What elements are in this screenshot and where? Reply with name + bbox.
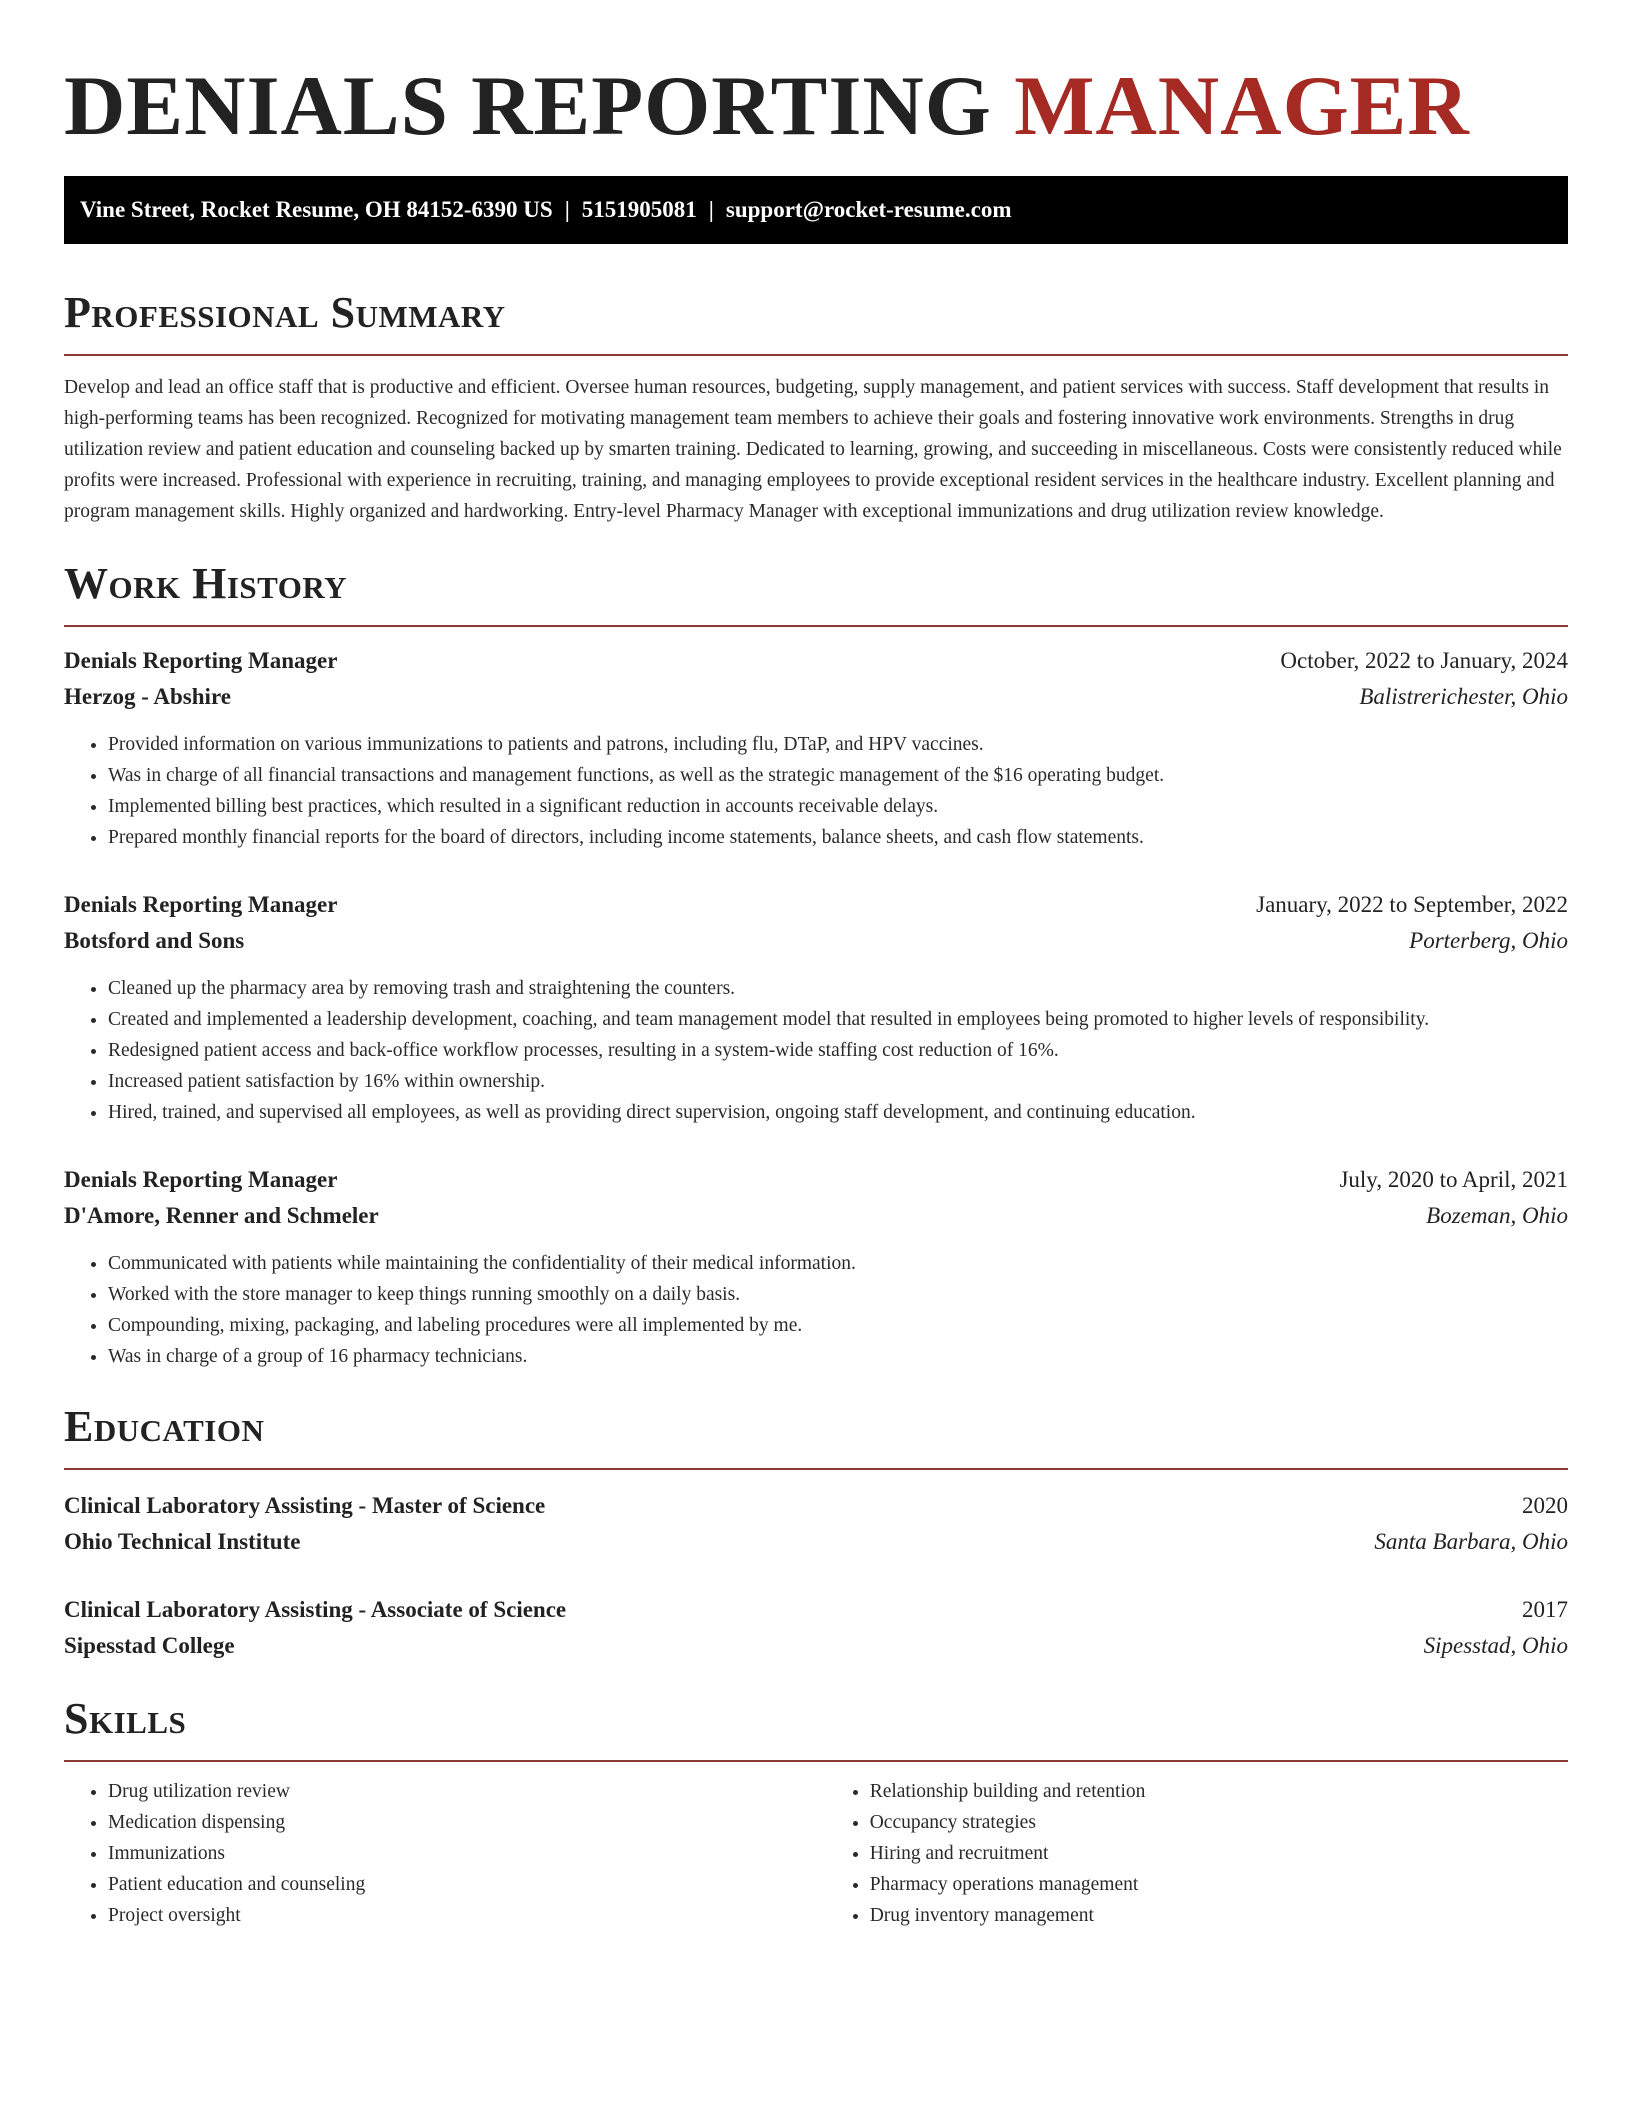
job-role: Denials Reporting Manager (64, 648, 338, 673)
education-header (64, 1488, 1568, 1524)
education-entry (64, 1488, 1568, 1560)
education-year: 2020 (1522, 1493, 1568, 1518)
list-item: • Compounding, mixing, packaging, and labeling procedures were all implemented by me. (108, 1310, 1568, 1341)
skills-column-left (64, 1776, 826, 1931)
job-company: D'Amore, Renner and Schmeler (64, 1203, 379, 1228)
list-item: • Relationship building and retention (870, 1776, 1568, 1807)
list-item: • Implemented billing best practices, which resulted in a significant reduction in accounts receivable delays. (108, 791, 1568, 822)
list-item: • Medication dispensing (108, 1807, 826, 1838)
list-item: • Redesigned patient access and back-office workflow processes, resulting in a system-wide staffing cost reduction of 16%. (108, 1035, 1568, 1066)
education-location: Sipesstad, Ohio (1423, 1633, 1568, 1658)
education-year: 2017 (1522, 1597, 1568, 1622)
job-location: Bozeman, Ohio (1426, 1203, 1568, 1228)
job-dates: January, 2022 to September, 2022 (1256, 892, 1568, 917)
list-item: • Created and implemented a leadership development, coaching, and team management model that resulted in employees being promoted to higher levels of responsibility. (108, 1004, 1568, 1035)
job-dates: July, 2020 to April, 2021 (1339, 1167, 1568, 1192)
job-role: Denials Reporting Manager (64, 1167, 338, 1192)
contact-address: Vine Street, Rocket Resume, OH 84152-6390 US (80, 197, 553, 222)
skills-column-right (826, 1776, 1568, 1931)
list-item: • Increased patient satisfaction by 16% within ownership. (108, 1066, 1568, 1097)
section-title-summary: Professional Summary (64, 288, 506, 337)
job-header (64, 1162, 1568, 1198)
job-bullets (64, 1248, 1568, 1372)
list-item: • Drug inventory management (870, 1900, 1568, 1931)
candidate-name (64, 56, 1568, 156)
job-header (64, 887, 1568, 923)
education-subheader (64, 1524, 1568, 1560)
job-subheader (64, 923, 1568, 959)
education-degree: Clinical Laboratory Assisting - Associate of Science (64, 1597, 567, 1622)
job-bullets (64, 729, 1568, 853)
education-subheader (64, 1628, 1568, 1664)
contact-separator: | (708, 197, 714, 222)
list-item: • Patient education and counseling (108, 1869, 826, 1900)
skills-list (64, 1776, 1568, 1931)
list-item: • Hired, trained, and supervised all employees, as well as providing direct supervision, ongoing staff development, and continuing education. (108, 1097, 1568, 1128)
name-accent: MANAGER (1014, 59, 1470, 153)
job-dates: October, 2022 to January, 2024 (1280, 648, 1568, 673)
job-entry (64, 643, 1568, 853)
job-bullets (64, 973, 1568, 1128)
list-item: • Was in charge of a group of 16 pharmacy technicians. (108, 1341, 1568, 1372)
section-title-skills: Skills (64, 1694, 187, 1743)
education-school: Sipesstad College (64, 1633, 235, 1658)
section-divider (64, 625, 1568, 627)
list-item: • Pharmacy operations management (870, 1869, 1568, 1900)
contact-email: support@rocket-resume.com (725, 197, 1012, 222)
education-entry (64, 1592, 1568, 1664)
contact-phone: 5151905081 (581, 197, 697, 222)
section-title-work-history: Work History (64, 559, 348, 608)
job-location: Balistrerichester, Ohio (1359, 684, 1568, 709)
section-divider (64, 1468, 1568, 1470)
section-divider (64, 354, 1568, 356)
job-subheader (64, 679, 1568, 715)
education-school: Ohio Technical Institute (64, 1529, 301, 1554)
list-item: • Was in charge of all financial transactions and management functions, as well as the strategic management of the $16 operating budget. (108, 760, 1568, 791)
education-header (64, 1592, 1568, 1628)
contact-bar (64, 176, 1568, 244)
resume-page (64, 0, 1568, 1931)
list-item: • Hiring and recruitment (870, 1838, 1568, 1869)
list-item: • Worked with the store manager to keep things running smoothly on a daily basis. (108, 1279, 1568, 1310)
job-company: Herzog - Abshire (64, 684, 231, 709)
name-main: DENIALS REPORTING (64, 59, 992, 153)
list-item: • Provided information on various immunizations to patients and patrons, including flu, DTaP, and HPV vaccines. (108, 729, 1568, 760)
job-entry (64, 887, 1568, 1128)
job-company: Botsford and Sons (64, 928, 245, 953)
section-title-education: Education (64, 1402, 265, 1451)
contact-separator: | (564, 197, 570, 222)
job-entry (64, 1162, 1568, 1372)
job-header (64, 643, 1568, 679)
list-item: • Drug utilization review (108, 1776, 826, 1807)
section-divider (64, 1760, 1568, 1762)
list-item: • Project oversight (108, 1900, 826, 1931)
list-item: • Immunizations (108, 1838, 826, 1869)
education-degree: Clinical Laboratory Assisting - Master of Science (64, 1493, 546, 1518)
list-item: • Cleaned up the pharmacy area by removing trash and straightening the counters. (108, 973, 1568, 1004)
education-location: Santa Barbara, Ohio (1374, 1529, 1568, 1554)
summary-text: Develop and lead an office staff that is productive and efficient. Oversee human resources, budgeting, supply management, and patient services with success. Staff development that results in high-performing teams has been recognized. Recognized for motivating management team members to achieve their goals and fostering innovative work environments. Strengths in drug utilization review and patient education and counseling backed up by smarten training. Dedicated to learning, growing, and succeeding in miscellaneous. Costs were consistently reduced while profits were increased. Professional with experience in recruiting, training, and managing employees to provide exceptional resident services in the healthcare industry. Excellent planning and program management skills. Highly organized and hardworking. Entry-level Pharmacy Manager with exceptional immunizations and drug utilization review knowledge. (64, 377, 1562, 522)
list-item: • Communicated with patients while maintaining the confidentiality of their medical information. (108, 1248, 1568, 1279)
job-subheader (64, 1198, 1568, 1234)
list-item: • Occupancy strategies (870, 1807, 1568, 1838)
job-role: Denials Reporting Manager (64, 892, 338, 917)
job-location: Porterberg, Ohio (1409, 928, 1568, 953)
list-item: • Prepared monthly financial reports for the board of directors, including income statements, balance sheets, and cash flow statements. (108, 822, 1568, 853)
